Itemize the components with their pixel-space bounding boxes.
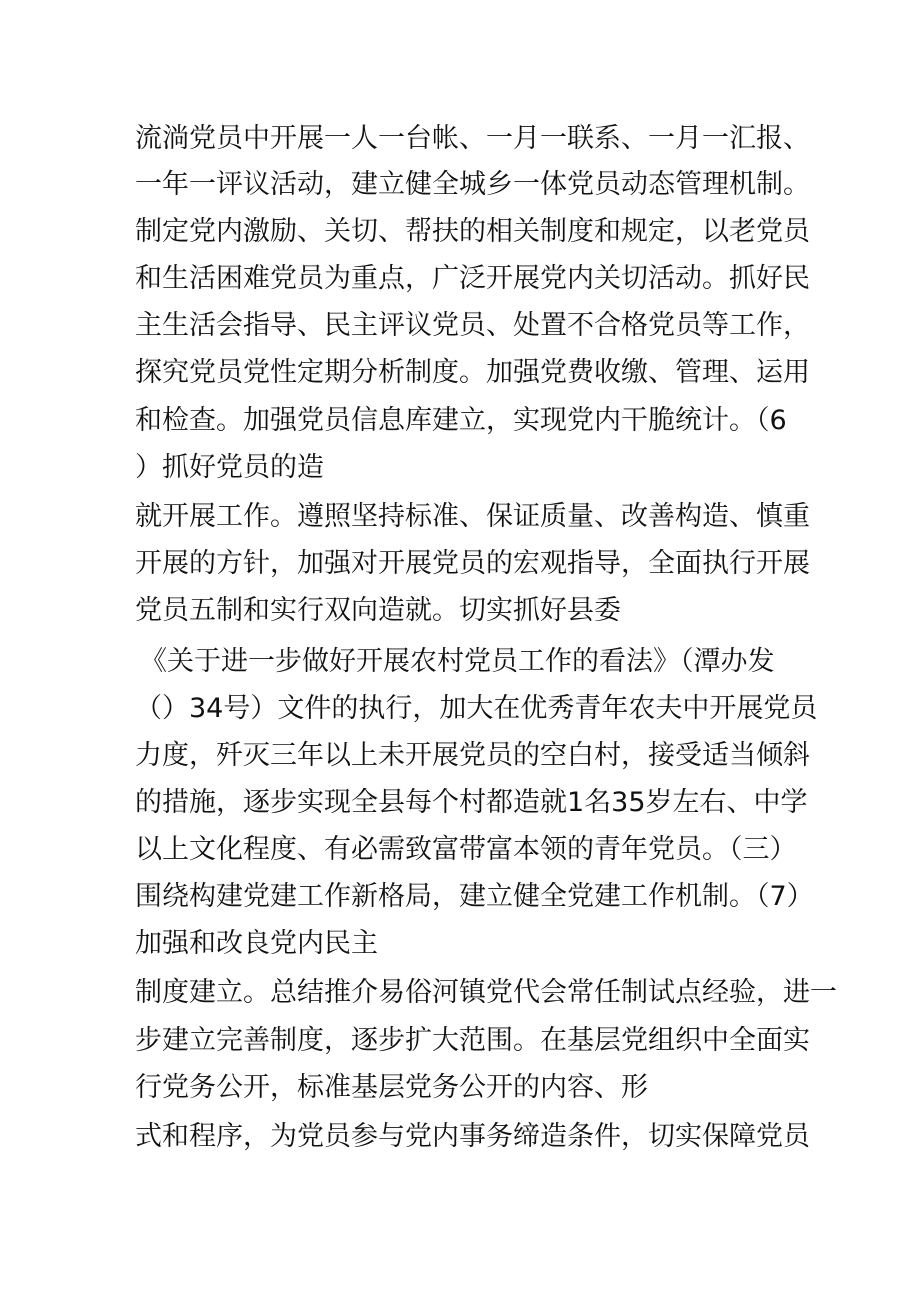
text-line: 和生活困难党员为重点，广泛开展党内关切活动。抓好民 <box>135 263 810 294</box>
text-line: 主生活会指导、民主评议党员、处置不合格党员等工作， <box>135 310 810 341</box>
text-line: 以上文化程度、有必需致富带富本领的青年党员。（三） <box>135 834 797 865</box>
text-line: 探究党员党性定期分析制度。加强党费收缴、管理、运用 <box>135 357 810 388</box>
text-line: 围绕构建党建工作新格局，建立健全党建工作机制。（7） <box>135 881 814 912</box>
text-line: 《关于进一步做好开展农村党员工作的看法》（潭办发 <box>140 646 775 677</box>
text-line: 行党务公开，标准基层党务公开的内容、形 <box>135 1072 648 1103</box>
text-line: 开展的方针，加强对开展党员的宏观指导，全面执行开展 <box>135 548 810 579</box>
text-line: 制度建立。总结推介易俗河镇党代会常任制试点经验，进一 <box>135 977 837 1008</box>
text-line: 力度，歼灭三年以上未开展党员的空白村，接受适当倾斜 <box>135 740 810 771</box>
text-line: 加强和改良党内民主 <box>135 928 378 959</box>
text-line: ）抓好党员的造 <box>135 452 324 483</box>
text-line: 流淌党员中开展一人一台帐、一月一联系、一月一汇报、 <box>135 123 810 154</box>
text-line: 制定党内激励、关切、帮扶的相关制度和规定，以老党员 <box>135 216 810 247</box>
text-line: 党员五制和实行双向造就。切实抓好县委 <box>135 595 621 626</box>
text-line: 的措施，逐步实现全县每个村都造就1名35岁左右、中学 <box>135 787 808 818</box>
text-line: 式和程序，为党员参与党内事务缔造条件，切实保障党员 <box>135 1121 810 1152</box>
text-line: 就开展工作。遵照坚持标准、保证质量、改善构造、慎重 <box>135 501 810 532</box>
text-line: 步建立完善制度，逐步扩大范围。在基层党组织中全面实 <box>135 1025 810 1056</box>
text-line: （）34号）文件的执行，加大在优秀青年农夫中开展党员 <box>135 693 818 724</box>
text-line: 一年一评议活动，建立健全城乡一体党员动态管理机制。 <box>135 169 810 200</box>
text-line: 和检查。加强党员信息库建立，实现党内干脆统计。（6 <box>135 405 787 436</box>
